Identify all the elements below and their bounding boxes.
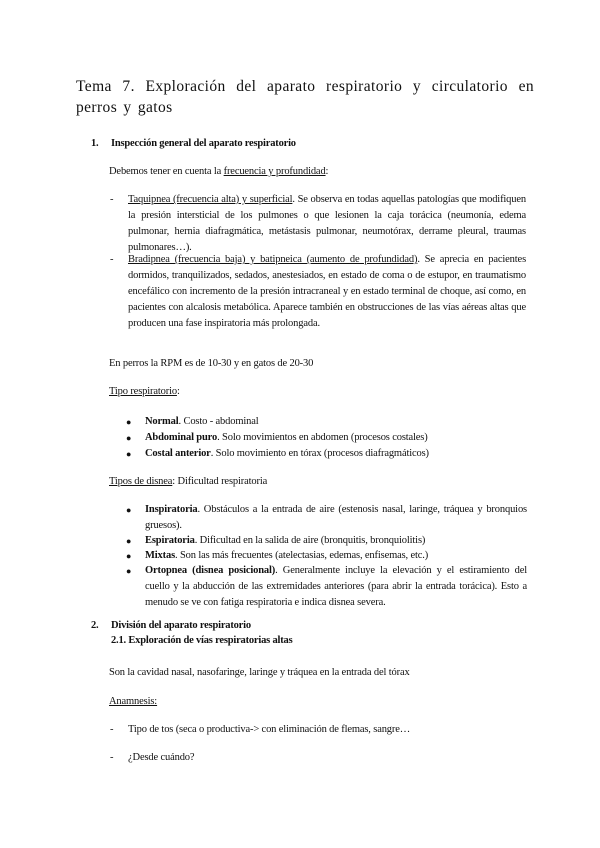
list-item-ortopnea: ● Ortopnea (disnea posicional). Generalmente incluye la elevación y el estiramiento del cuello y la abducción de las extremidades anteriores (para abrir la entrada torácica). Esto a menudo se ve con fatiga respiratoria e indica disnea severa. xyxy=(126,565,527,608)
section-2-number: 2. xyxy=(91,620,99,631)
anamnesis-item-desde: - ¿Desde cuándo? xyxy=(110,752,195,763)
rpm-text: En perros la RPM es de 10-30 y en gatos de 20-30 xyxy=(109,358,314,369)
anamnesis-item-tos: - Tipo de tos (seca o productiva-> con eliminación de flemas, sangre… xyxy=(110,724,411,735)
section-1-title: Inspección general del aparato respiratorio xyxy=(111,138,296,149)
section-2-heading xyxy=(91,620,251,631)
term-taquipnea: Taquipnea (frecuencia alta) y superficial xyxy=(128,194,293,205)
bullet-icon: ● xyxy=(126,417,132,427)
tipos-disnea-label: Tipos de disnea: Dificultad respiratoria xyxy=(109,476,268,487)
list-item-normal: ● Normal. Costo - abdominal xyxy=(145,414,527,430)
dash-item-bradipnea: - Bradipnea (frecuencia baja) y batipneica (aumento de profundidad). Se aprecia en pacientes dormidos, tranquilizados, sedados, anestesiados, en estado de coma o de estupor, en traumatismo encefálico con incremento de la presión intracraneal y en estado terminal de choque, así como, en pacientes con alcalosis metabólica. Aparece también en obstrucciones de las vías aéreas altas que producen una fase inspiratoria más prolongada. xyxy=(110,254,527,329)
section-1-intro: Debemos tener en cuenta la frecuencia y profundidad: xyxy=(109,166,329,177)
frecuencia-link: frecuencia y profundidad xyxy=(223,166,326,177)
tipo-respiratorio-label: Tipo respiratorio: xyxy=(109,386,180,397)
list-item-inspiratoria: ● Inspiratoria. Obstáculos a la entrada de aire (estenosis nasal, laringe, tráquea y bronquios gruesos). xyxy=(126,504,527,531)
section-2-intro: Son la cavidad nasal, nasofaringe, laringe y tráquea en la entrada del tórax xyxy=(109,667,410,678)
list-item-mixtas: ● Mixtas. Son las más frecuentes (atelectasias, edemas, enfisemas, etc.) xyxy=(145,548,527,564)
bullet-icon: ● xyxy=(126,505,132,515)
bullet-icon: ● xyxy=(126,566,132,576)
list-item-abdominal: ● Abdominal puro. Solo movimientos en abdomen (procesos costales) xyxy=(145,430,527,446)
section-2-1-heading: 2.1. Exploración de vías respiratorias altas xyxy=(111,635,293,646)
bullet-icon: ● xyxy=(126,449,132,459)
term-bradipnea: Bradipnea (frecuencia baja) y batipneica (aumento de profundidad) xyxy=(128,254,418,265)
dash-item-taquipnea: - Taquipnea (frecuencia alta) y superficial. Se observa en todas aquellas patologías que modifiquen la presión intersticial de los pulmones o que lesionen la caja torácica (neumonía, edema pulmonar, hernia diafragmática, metástasis pulmonar, neumotórax, derrame pleural, traumas pulmonares…). xyxy=(110,194,526,253)
bullet-icon: ● xyxy=(126,433,132,443)
list-item-espiratoria: ● Espiratoria. Dificultad en la salida de aire (bronquitis, bronquiolitis) xyxy=(145,533,527,549)
page-title: Tema 7. Exploración del aparato respiratorio y circulatorio en perros y gatos xyxy=(76,78,534,116)
bullet-icon: ● xyxy=(126,536,132,546)
section-2-title: División del aparato respiratorio xyxy=(111,620,251,631)
section-1-number: 1. xyxy=(91,138,99,149)
section-1-heading xyxy=(91,138,296,149)
bullet-icon: ● xyxy=(126,551,132,561)
list-item-costal: ● Costal anterior. Solo movimiento en tórax (procesos diafragmáticos) xyxy=(145,446,527,462)
anamnesis-label: Anamnesis: xyxy=(109,696,158,707)
